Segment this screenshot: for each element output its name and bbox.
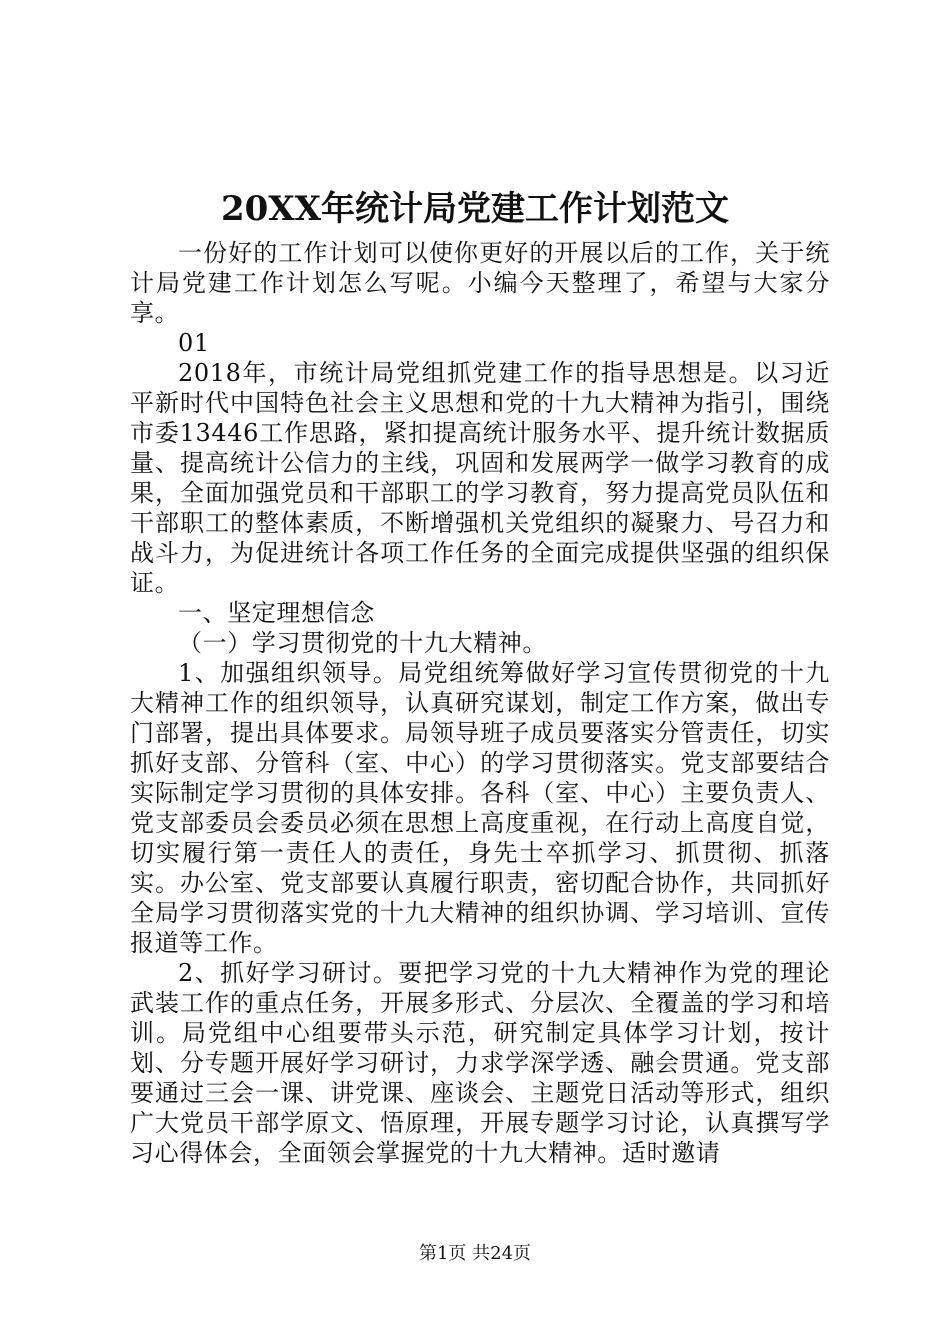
page-footer: 第1页 共24页 [418, 1243, 532, 1264]
item-paragraph-1: 1、加强组织领导。局党组统筹做好学习宣传贯彻党的十九大精神工作的组织领导，认真研究谋划，制定工作方案，做出专门部署，提出具体要求。局领导班子成员要落实分管责任，切实抓好支部、分管科（室、中心）的学习贯彻落实。党支部要结合实际制定学习贯彻的具体安排。各科（室、中心）主要负责人、党支部委员会委员必须在思想上高度重视，在行动上高度自觉，切实履行第一责任人的责任，身先士卒抓学习、抓贯彻、抓落实。办公室、党支部要认真履行职责，密切配合协作，共同抓好全局学习贯彻落实党的十九大精神的组织协调、学习培训、宣传报道等工作。 [130, 659, 830, 957]
section-heading-1: 一、坚定理想信念 [178, 599, 375, 627]
item-paragraph-2: 2、抓好学习研讨。要把学习党的十九大精神作为党的理论武装工作的重点任务，开展多形式、分层次、全覆盖的学习和培训。局党组中心组要带头示范，研究制定具体学习计划，按计划、分专题开展好学习研讨，力求学深学透、融会贯通。党支部要通过三会一课、讲党课、座谈会、主题党日活动等形式，组织广大党员干部学原文、悟原理，开展专题学习讨论，认真撰写学习心得体会，全面领会掌握党的十九大精神。适时邀请 [130, 959, 830, 1167]
intro-paragraph: 一份好的工作计划可以使你更好的开展以后的工作，关于统计局党建工作计划怎么写呢。小编今天整理了，希望与大家分享。 [130, 239, 830, 327]
subsection-heading-1: （一）学习贯彻党的十九大精神。 [178, 629, 547, 657]
guiding-ideology-paragraph: 2018年，市统计局党组抓党建工作的指导思想是。以习近平新时代中国特色社会主义思想和党的十九大精神为指引，围绕市委13446工作思路，紧扣提高统计服务水平、提升统计数据质量、提高统计公信力的主线，巩固和发展两学一做学习教育的成果，全面加强党员和干部职工的学习教育，努力提高党员队伍和干部职工的整体素质，不断增强机关党组织的凝聚力、号召力和战斗力，为促进统计各项工作任务的全面完成提供坚强的组织保证。 [130, 359, 830, 597]
document-body [130, 238, 830, 1168]
section-number: 01 [178, 329, 210, 357]
document-title: 20XX年统计局党建工作计划范文 [220, 189, 730, 229]
